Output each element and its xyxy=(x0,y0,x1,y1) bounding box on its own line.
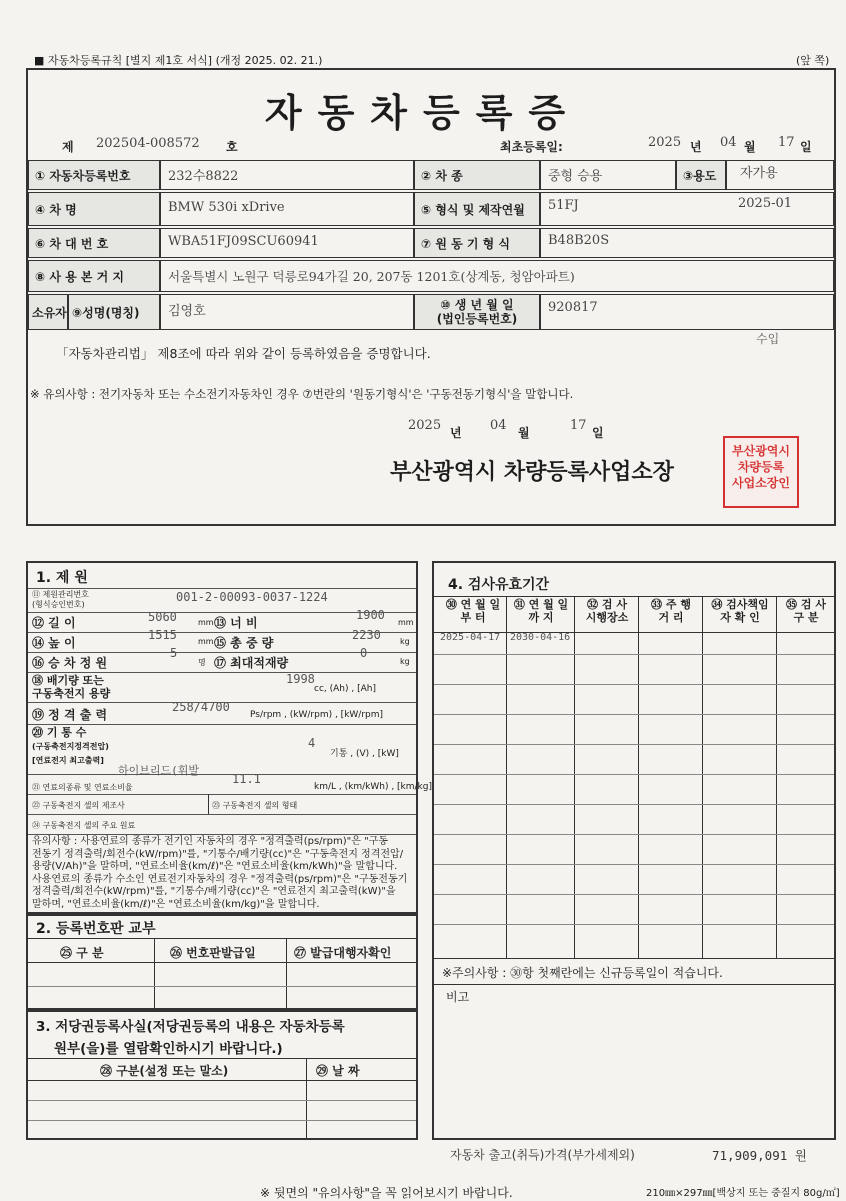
insp-row-line xyxy=(434,924,834,925)
fuel-label: ㉑ 연료의종류 및 연료소비율 xyxy=(32,783,133,792)
width-label: ⑬ 너 비 xyxy=(214,616,258,630)
insp-col-kind xyxy=(778,598,834,634)
addr-value: 서울특별시 노원구 덕릉로94가길 20, 207동 1201호(상계동, 청암아파트) xyxy=(168,269,575,284)
issue-month-char: 월 xyxy=(518,426,530,440)
notice-line: 정격출력/회전수(kW/rpm)"를, "기통수/배기량(cc)"은 "연료전지 최고출력(kW)"을 xyxy=(32,886,396,897)
width-value: 1900 xyxy=(356,608,385,622)
engine-label: ⑦ 원 동 기 형 식 xyxy=(414,228,540,258)
mgmt-label xyxy=(32,590,89,610)
plate-col-divider-2 xyxy=(286,938,287,1010)
plate-header-bottom xyxy=(28,962,416,963)
spec-row-disp xyxy=(28,672,416,673)
fuel-unit: km/L , (km/kWh) , [km/kg] xyxy=(314,782,432,792)
issuer-name: 부산광역시 차량등록사업소장 xyxy=(390,460,674,485)
first-reg-day: 17 xyxy=(778,135,795,150)
birth-label-cell xyxy=(414,294,540,330)
cyl-unit: 기통 , (V) , [kW] xyxy=(330,749,399,759)
reg-no-value: 232수8822 xyxy=(168,169,239,184)
lien-title-line2: 원부(을)를 열람확인하시기 바랍니다.) xyxy=(54,1041,283,1057)
addr-label: ⑧ 사 용 본 거 지 xyxy=(28,260,160,292)
seats-label: ⑯ 승 차 정 원 xyxy=(32,656,108,670)
first-reg-year: 2025 xyxy=(648,135,682,150)
notice-line: 용량(V/Ah)"을 말하며, "연료소비율(km/ℓ)"은 "연료소비율(km/kWh)"을 말합니다. xyxy=(32,861,398,872)
cell-material-label: ㉔ 구동축전지 셀의 주요 원료 xyxy=(32,821,136,830)
spec-row-material xyxy=(28,814,416,815)
insp-col-mileage-2: 거 리 xyxy=(658,611,684,624)
insp-row-line xyxy=(434,894,834,895)
insp-col-from xyxy=(440,598,506,634)
owner-name-label: ⑨성명(명칭) xyxy=(68,294,160,330)
insp-table-bottom xyxy=(434,958,834,959)
mgmt-value: 001-2-00093-0037-1224 xyxy=(176,590,328,604)
owner-name-value: 김영호 xyxy=(168,304,206,319)
form-reference: ■ 자동차등록규칙 [별지 제1호 서식] (개정 2025. 02. 21.) xyxy=(34,54,323,67)
month-char: 월 xyxy=(744,140,756,154)
disp-label-main: ⑱ 배기량 또는 xyxy=(32,674,104,687)
cyl-label-sub2: [연료전지 최고출력] xyxy=(32,756,104,765)
maxload-label: ⑰ 최대적재량 xyxy=(214,656,289,670)
cell-maker-label: ㉒ 구동축전지 셀의 제조사 xyxy=(32,801,125,810)
insp-row-line xyxy=(434,774,834,775)
issue-day-char: 일 xyxy=(592,426,604,440)
insp-col-divider xyxy=(702,596,703,958)
model-value: 51FJ xyxy=(548,198,579,213)
engine-value: B48B20S xyxy=(548,233,610,248)
insp-row-line xyxy=(434,834,834,835)
maxload-unit: kg xyxy=(400,657,410,666)
disp-value: 1998 xyxy=(286,672,315,686)
issue-year-char: 년 xyxy=(450,426,462,440)
plate-col-date: ㉖ 번호판발급일 xyxy=(170,946,256,960)
specs-notice xyxy=(32,836,414,911)
power-unit: Ps/rpm , (kW/rpm) , [kW/rpm] xyxy=(250,710,384,720)
plate-col-confirm: ㉗ 발급대행자확인 xyxy=(294,946,392,960)
income-stamp-text: 수입 xyxy=(756,332,780,346)
lien-col-divider xyxy=(306,1058,307,1138)
insp-col-confirm-1: ㉞ 검사책임 xyxy=(711,598,769,611)
plate-header-top xyxy=(28,938,416,939)
fuel-eff-value: 11.1 xyxy=(232,772,261,786)
insp-header-top xyxy=(434,596,834,597)
seal-line-2: 차량등록 xyxy=(737,460,785,474)
length-label: ⑫ 길 이 xyxy=(32,616,76,630)
weight-unit: kg xyxy=(400,637,410,646)
use-label: ③용도 xyxy=(676,160,726,190)
disp-unit: cc, (Ah) , [Ah] xyxy=(314,684,376,694)
lien-header-bottom xyxy=(28,1080,416,1081)
certificate-title: 자동차등록증 xyxy=(264,90,582,135)
insp-col-divider xyxy=(574,596,575,958)
insp-col-confirm-2: 자 확 인 xyxy=(720,611,760,624)
lien-col-date: ㉙ 날 짜 xyxy=(316,1064,360,1078)
insp-note-line xyxy=(434,984,834,985)
inspection-title: 4. 검사유효기간 xyxy=(448,577,550,593)
insp-row-line xyxy=(434,714,834,715)
power-label: ⑲ 정 격 출 력 xyxy=(32,708,108,722)
lien-title xyxy=(36,1016,345,1060)
seal-line-1: 부산광역시 xyxy=(732,444,790,458)
insp-col-place xyxy=(576,598,638,634)
cert-number: 202504-008572 xyxy=(96,136,200,151)
insp-col-mileage xyxy=(640,598,702,634)
specs-title: 1. 제 원 xyxy=(36,570,88,586)
insp-from-value: 2025-04-17 xyxy=(440,632,501,643)
width-unit: mm xyxy=(398,618,414,627)
day-char: 일 xyxy=(800,140,812,154)
insp-col-from-2: 부 터 xyxy=(460,611,486,624)
birth-label: ⑩ 생 년 월 일 xyxy=(440,298,514,312)
plate-row-line xyxy=(28,986,416,987)
insp-col-mileage-1: ㉝ 주 행 xyxy=(651,598,691,611)
notice-line: 사용연료의 종류가 수소인 연료전기자동차의 경우 "정격출력(ps/rpm)"은 "구동전동기 xyxy=(32,873,408,885)
mgmt-label-sub: (형식승인번호) xyxy=(32,600,85,609)
maxload-value: 0 xyxy=(360,646,368,660)
insp-col-place-2: 시행장소 xyxy=(585,611,629,624)
model-label: ⑤ 형식 및 제작연월 xyxy=(414,192,540,226)
price-label: 자동차 출고(취득)가격(부가세제외) xyxy=(450,1148,635,1162)
cyl-label-sub: (구동축전지정격전압) xyxy=(32,742,109,751)
height-unit: mm xyxy=(198,637,214,646)
insp-col-to-2: 까 지 xyxy=(528,611,554,624)
vin-value: WBA51FJ09SCU60941 xyxy=(168,234,319,249)
lien-col-kind: ㉘ 구분(설정 또는 말소) xyxy=(100,1064,229,1078)
plate-title: 2. 등록번호판 교부 xyxy=(36,921,156,937)
insp-col-to xyxy=(508,598,574,634)
disp-label xyxy=(32,674,110,700)
insp-col-place-1: ㉜ 검 사 xyxy=(587,598,627,611)
lien-title-line1: 3. 저당권등록사실(저당권등록의 내용은 자동차등록 xyxy=(36,1019,345,1035)
notice-line: 유의사항 : 사용연료의 종류가 전기인 자동차의 경우 "정격출력(ps/rpm)"은 "구동 xyxy=(32,836,389,847)
insp-col-divider xyxy=(776,596,777,958)
insp-col-divider xyxy=(638,596,639,958)
height-label: ⑭ 높 이 xyxy=(32,636,76,650)
cert-no-suffix: 호 xyxy=(226,140,238,154)
length-unit: mm xyxy=(198,618,214,627)
seal-line-3: 사업소장인 xyxy=(732,476,790,490)
year-char: 년 xyxy=(690,140,702,154)
seats-value: 5 xyxy=(170,646,178,660)
spec-row-notice xyxy=(28,834,416,835)
issue-year: 2025 xyxy=(408,418,442,433)
weight-value: 2230 xyxy=(352,628,381,642)
plate-col-divider-1 xyxy=(154,938,155,1010)
spec-row-seats xyxy=(28,652,416,653)
lien-row-line-2 xyxy=(28,1120,416,1121)
length-value: 5060 xyxy=(148,610,177,624)
insp-row-line xyxy=(434,804,834,805)
statement-note: ※ 유의사항 : 전기자동차 또는 수소전기자동차인 경우 ⑦번란의 '원동기형식'은 '구동전동기형식'을 말합니다. xyxy=(30,387,574,401)
law-statement: 「자동차관리법」 제8조에 따라 위와 같이 등록하였음을 증명합니다. xyxy=(56,346,431,361)
birth-value: 920817 xyxy=(548,300,598,315)
use-value: 자가용 xyxy=(740,166,778,181)
price-value: 71,909,091 원 xyxy=(712,1148,807,1163)
lien-row-line-1 xyxy=(28,1100,416,1101)
remarks-label: 비고 xyxy=(446,990,470,1004)
spec-row-cyl xyxy=(28,724,416,725)
first-reg-label: 최초등록일: xyxy=(500,140,563,154)
cyl-label xyxy=(32,726,109,768)
owner-label: 소유자 xyxy=(28,294,68,330)
cyl-value: 4 xyxy=(308,736,316,750)
footer-note: ※ 뒷면의 "유의사항"을 꼭 읽어보시기 바랍니다. xyxy=(260,1186,513,1200)
name-value: BMW 530i xDrive xyxy=(168,200,285,215)
type-label: ② 차 종 xyxy=(414,160,540,190)
name-label: ④ 차 명 xyxy=(28,192,160,226)
insp-col-kind-2: 구 분 xyxy=(793,611,819,624)
lien-header-top xyxy=(28,1058,416,1059)
notice-line: 말하며, "연료소비율(km/ℓ)"은 "연료소비율(km/kg)"을 말합니다. xyxy=(32,898,320,910)
insp-row-line xyxy=(434,744,834,745)
insp-to-value: 2030-04-16 xyxy=(510,632,571,643)
cell-shape-label: ㉓ 구동축전지 셀의 형태 xyxy=(212,801,298,810)
power-value: 258/4700 xyxy=(172,700,230,714)
type-value: 중형 승용 xyxy=(548,169,603,184)
birth-label-sub: (법인등록번호) xyxy=(436,312,518,326)
spec-row-fuel xyxy=(28,774,416,775)
disp-label-sub: 구동축전지 용량 xyxy=(32,687,111,700)
spec-row-cell xyxy=(28,794,416,795)
insp-row-line xyxy=(434,684,834,685)
notice-line: 전동기 정격출력/회전수(kW/rpm)"를, "기통수/배기량(cc)"은 "구동축전지 정격전압/ xyxy=(32,848,404,860)
insp-col-from-1: ㉚ 연 월 일 xyxy=(445,598,501,611)
page-side-label: (앞 쪽) xyxy=(796,54,830,67)
cert-no-prefix: 제 xyxy=(62,140,74,154)
first-reg-month: 04 xyxy=(720,135,737,150)
height-value: 1515 xyxy=(148,628,177,642)
official-seal xyxy=(723,436,799,508)
fuel-type-value: 하이브리드(휘발 xyxy=(118,764,200,777)
insp-col-to-1: ㉛ 연 월 일 xyxy=(513,598,569,611)
insp-row-line xyxy=(434,654,834,655)
plate-col-kind: ㉕ 구 분 xyxy=(60,946,104,960)
issue-day: 17 xyxy=(570,418,587,433)
issue-month: 04 xyxy=(490,418,507,433)
seats-unit: 명 xyxy=(198,658,206,667)
insp-note: ※주의사항 : ㉚항 첫째란에는 신규등록일이 적습니다. xyxy=(442,966,723,980)
insp-row-line xyxy=(434,864,834,865)
weight-label: ⑮ 총 중 량 xyxy=(214,636,274,650)
vin-label: ⑥ 차 대 번 호 xyxy=(28,228,160,258)
paper-size: 210㎜×297㎜[백상지 또는 중질지 80g/㎡] xyxy=(646,1188,840,1199)
model-date-value: 2025-01 xyxy=(738,196,793,211)
insp-col-kind-1: ㉟ 검 사 xyxy=(786,598,826,611)
mgmt-label-main: ⑪ 제원관리번호 xyxy=(32,590,89,599)
reg-no-label: ① 자동차등록번호 xyxy=(28,160,160,190)
cell-divider xyxy=(208,794,209,814)
cyl-label-main: ⑳ 기 통 수 xyxy=(32,726,87,739)
insp-col-divider xyxy=(506,596,507,958)
insp-col-confirm xyxy=(704,598,776,634)
